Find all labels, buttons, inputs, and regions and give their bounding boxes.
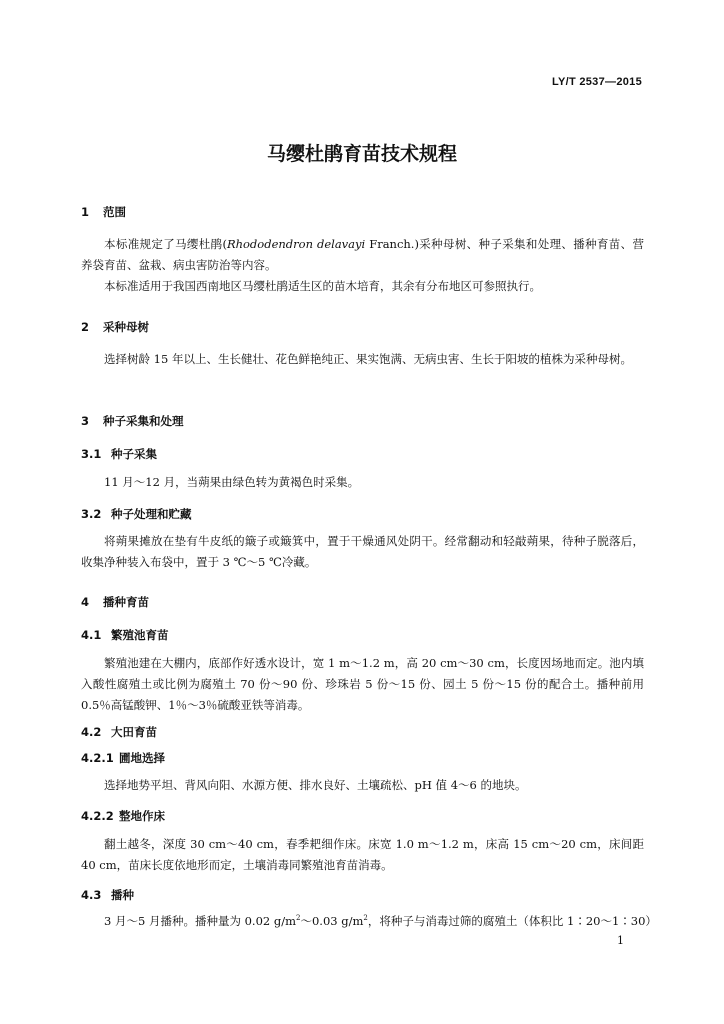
section-heading-4-1: [81, 627, 169, 643]
paragraph-scope-2: 本标准适用于我国西南地区马缨杜鹃适生区的苗木培育，其余有分布地区可参照执行。: [104, 279, 541, 293]
paragraph-seed-storage: 将蒴果摊放在垫有牛皮纸的簸子或簸箕中，置于干燥通风处阴干。经常翻动和轻敲蒴果，待种子脱落后，收集净种装入布袋中，置于 3 ℃～5 ℃冷藏。: [81, 534, 644, 569]
section-title: 种子采集: [111, 447, 157, 461]
paragraph-mother-tree: 选择树龄 15 年以上、生长健壮、花色鲜艳纯正、果实饱满、无病虫害、生长于阳坡的植株为采种母树。: [104, 352, 632, 366]
latin-name: Rhododendron delavayi: [226, 237, 366, 251]
section-title: 圃地选择: [119, 751, 165, 765]
section-number: 4.2.2: [81, 809, 114, 823]
section-heading-4-2-2: [81, 808, 165, 824]
section-title: 种子采集和处理: [103, 414, 184, 428]
section-number: 3.2: [81, 507, 102, 521]
section-title: 范围: [103, 205, 126, 219]
section-heading-4-2-1: [81, 750, 165, 766]
section-heading-4: [81, 594, 149, 610]
section-number: 2: [81, 320, 90, 334]
paragraph-site-selection: 选择地势平坦、背风向阳、水源方便、排水良好、土壤疏松、pH 值 4～6 的地块。: [104, 778, 527, 792]
section-title: 繁殖池育苗: [111, 628, 169, 642]
page-title: 马缨杜鹃育苗技术规程: [266, 143, 457, 165]
section-heading-3-2: [81, 506, 192, 522]
text-run: ～0.03 g/m: [300, 914, 364, 928]
paragraph-seed-collection: 11 月～12 月，当蒴果由绿色转为黄褐色时采集。: [104, 475, 360, 489]
text-run: Franch.)采种母树、种子采集和处理、播种育苗、营养袋育苗、盆栽、病虫害防治等内容。: [81, 237, 644, 272]
section-title: 种子处理和贮藏: [111, 507, 192, 521]
text-run: 3 月～5 月播种。播种量为 0.02 g/m: [104, 914, 297, 928]
section-heading-1: [81, 204, 126, 220]
paragraph-sowing: [81, 911, 657, 932]
section-number: 4.2: [81, 725, 102, 739]
section-heading-4-2: [81, 724, 157, 740]
standard-code: LY/T 2537—2015: [551, 76, 642, 88]
page-number: 1: [617, 934, 624, 947]
section-title: 大田育苗: [111, 725, 157, 739]
section-number: 4: [81, 595, 90, 609]
paragraph-nursery-pool: 繁殖池建在大棚内，底部作好透水设计，宽 1 m～1.2 m，高 20 cm～30 cm，长度因场地而定。池内填入酸性腐殖土或比例为腐殖土 70 份～90 份、珍珠岩 5 份～15 份、园土 5 份～15 份的配合土。播种前用 0.5％高锰酸钾、1％～3％硫酸亚铁等消毒。: [81, 656, 644, 712]
paragraph-scope-1: [81, 234, 644, 276]
section-title: 播种育苗: [103, 595, 149, 609]
text-run: 本标准规定了马缨杜鹃(: [104, 237, 227, 251]
section-title: 播种: [111, 888, 134, 902]
superscript: 2: [363, 914, 368, 923]
section-heading-4-3: [81, 887, 134, 903]
section-heading-3: [81, 413, 184, 429]
section-title: 采种母树: [103, 320, 149, 334]
section-number: 3.1: [81, 447, 102, 461]
section-number: 1: [81, 205, 90, 219]
section-number: 3: [81, 414, 90, 428]
section-heading-3-1: [81, 446, 157, 462]
section-number: 4.2.1: [81, 751, 114, 765]
section-title: 整地作床: [119, 809, 165, 823]
text-run: ，将种子与消毒过筛的腐殖土（体积比 1∶20～1∶30）: [367, 914, 657, 928]
section-number: 4.1: [81, 628, 102, 642]
section-heading-2: [81, 319, 149, 335]
superscript: 2: [296, 914, 301, 923]
paragraph-bed-preparation: 翻土越冬，深度 30 cm～40 cm，春季耙细作床。床宽 1.0 m～1.2 m，床高 15 cm～20 cm，床间距 40 cm，苗床长度依地形而定，土壤消毒同繁殖池育苗消毒。: [81, 837, 644, 872]
section-number: 4.3: [81, 888, 102, 902]
